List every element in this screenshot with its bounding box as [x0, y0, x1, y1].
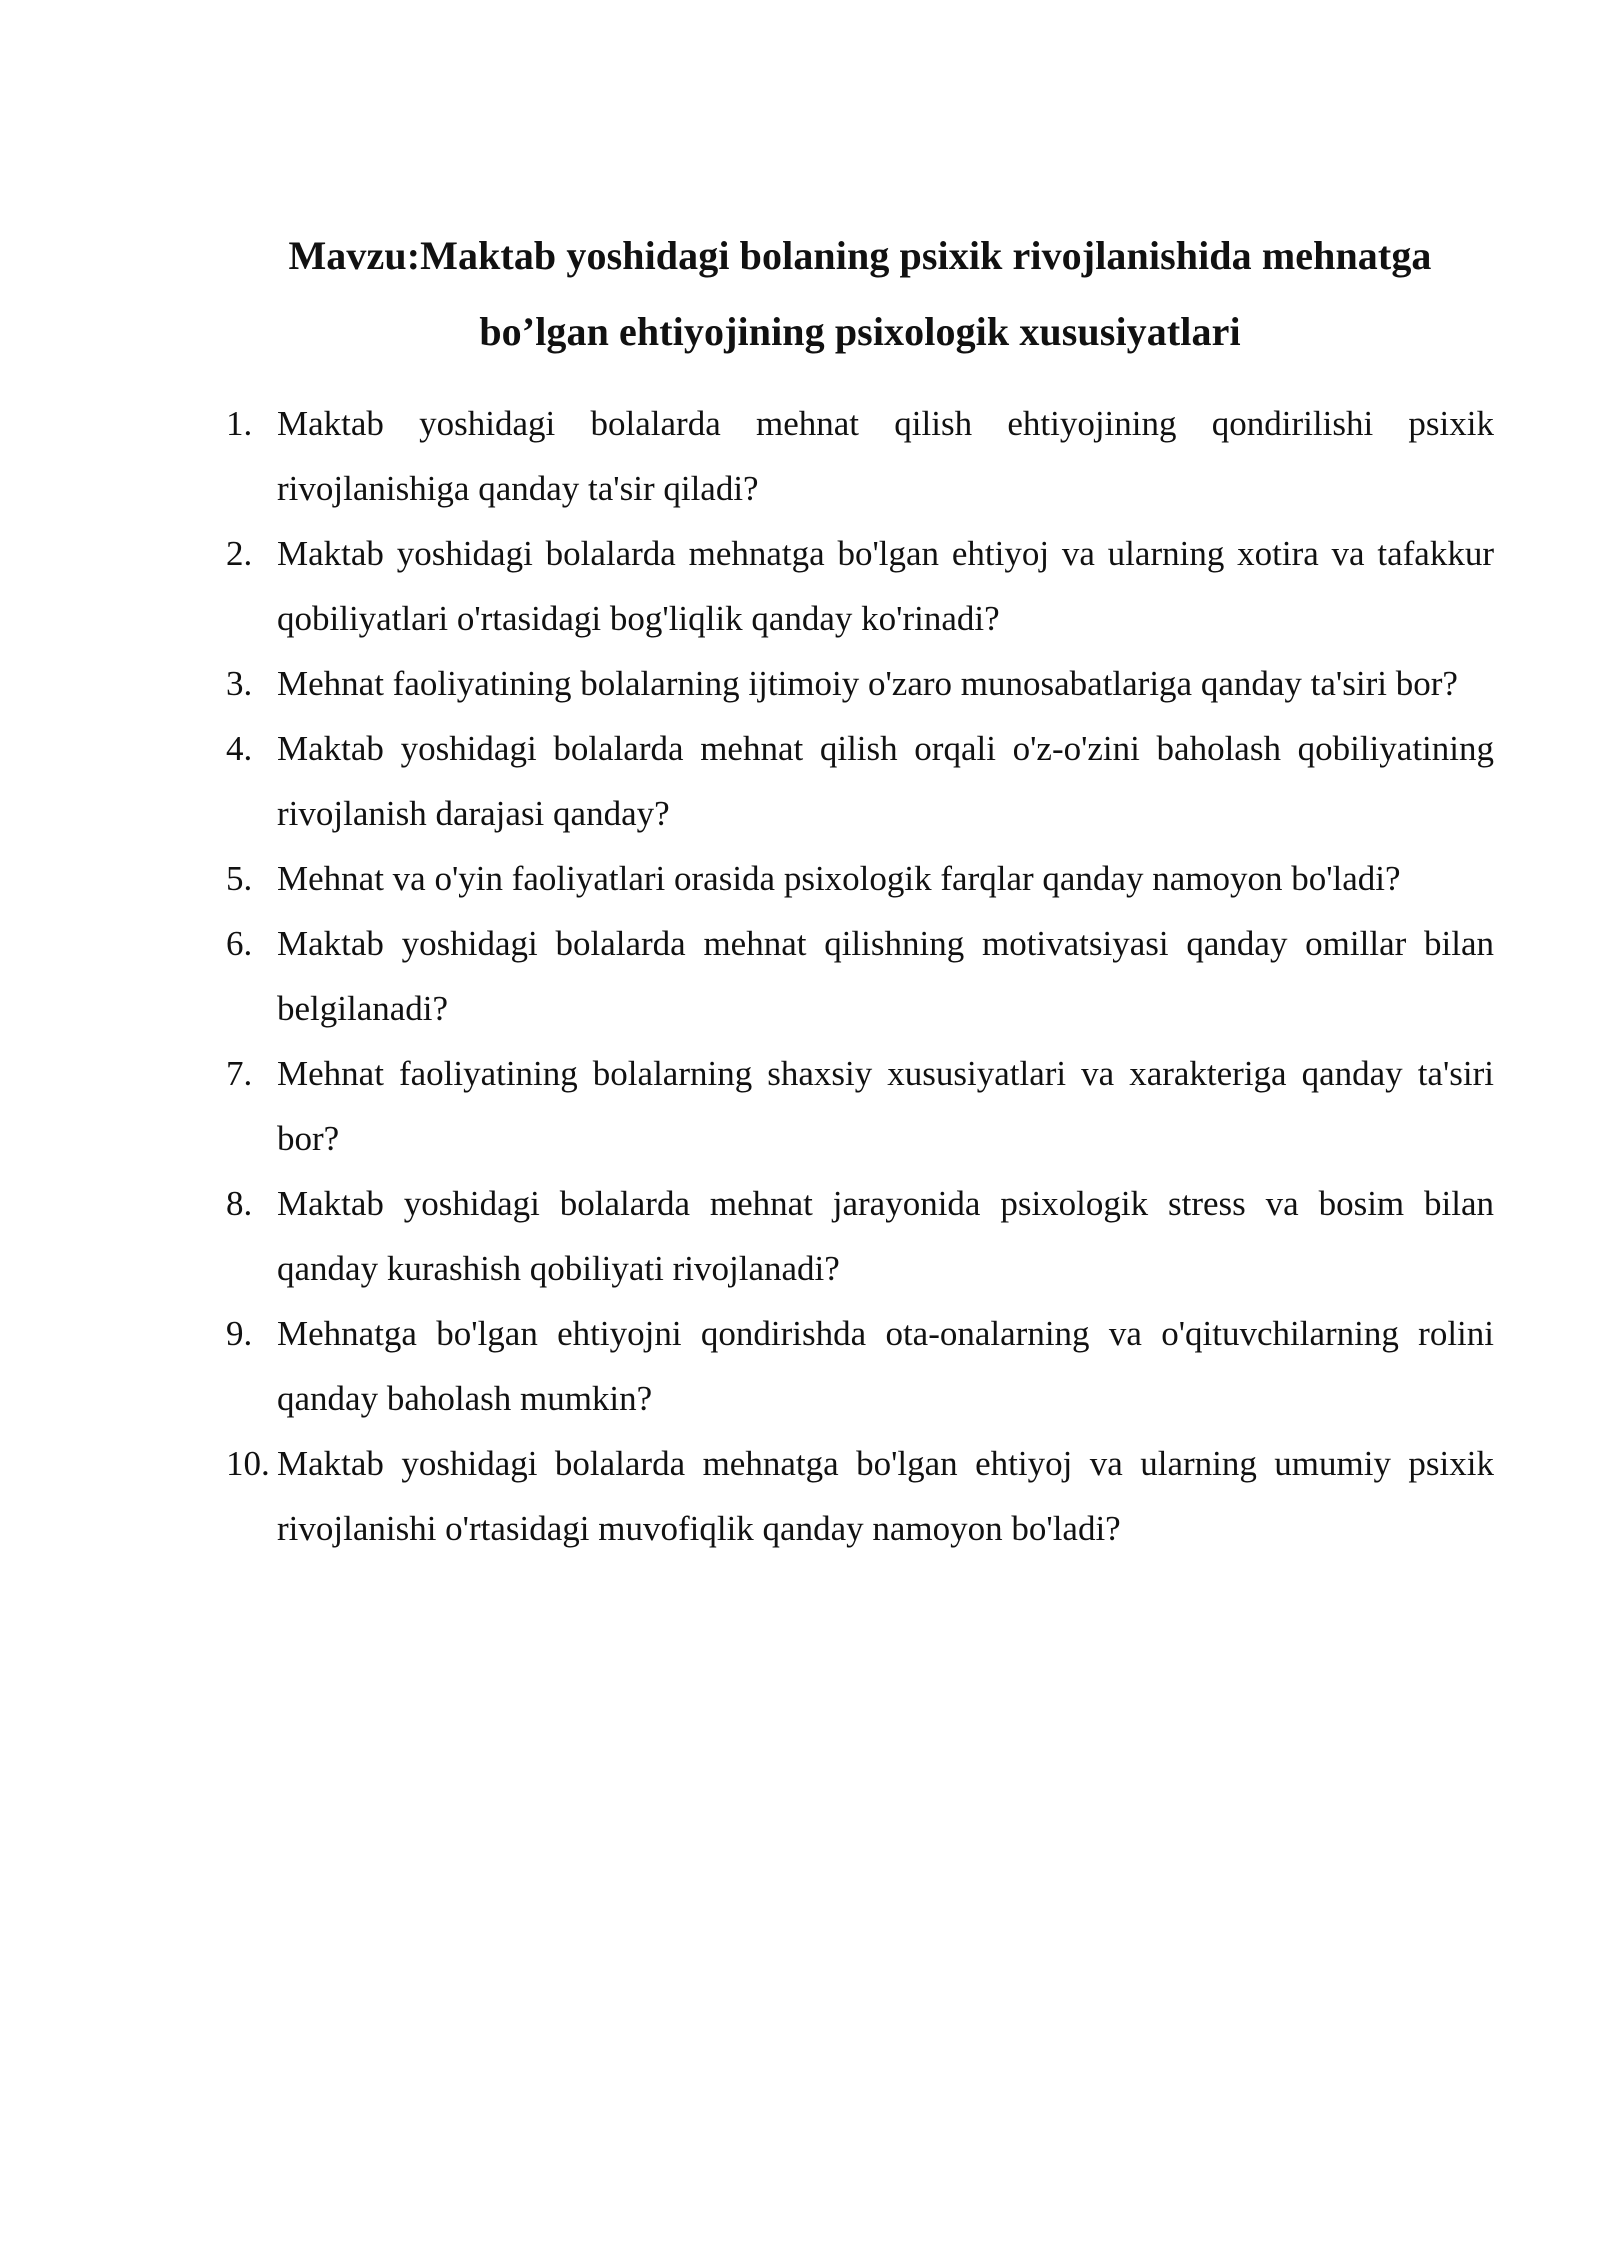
question-text: Maktab yoshidagi bolalarda mehnat qilish ehtiyojining qondirilishi psixik rivojlanishiga qanday ta'sir qiladi?: [277, 404, 1494, 508]
title-line-1: Mavzu:Maktab yoshidagi bolaning psixik rivojlanishida mehnatga: [288, 233, 1432, 278]
question-text: Mehnat va o'yin faoliyatlari orasida psixologik farqlar qanday namoyon bo'ladi?: [277, 859, 1401, 898]
question-item: [226, 1301, 1494, 1431]
question-text: Mehnat faoliyatining bolalarning shaxsiy xususiyatlari va xarakteriga qanday ta'siri bor?: [277, 1054, 1494, 1158]
question-number: 7.: [226, 1054, 253, 1093]
question-item: [226, 911, 1494, 1041]
question-list: [226, 391, 1494, 1561]
question-text: Mehnatga bo'lgan ehtiyojni qondirishda ota-onalarning va o'qituvchilarning rolini qanday baholash mumkin?: [277, 1314, 1494, 1418]
question-item: [226, 651, 1494, 716]
question-item: [226, 1171, 1494, 1301]
question-item: [226, 1041, 1494, 1171]
question-number: 8.: [226, 1184, 253, 1223]
question-number: 1.: [226, 404, 253, 443]
question-number: 4.: [226, 729, 253, 768]
question-number: 6.: [226, 924, 253, 963]
question-text: Mehnat faoliyatining bolalarning ijtimoiy o'zaro munosabatlariga qanday ta'siri bor?: [277, 664, 1458, 703]
question-item: [226, 846, 1494, 911]
question-item: [226, 521, 1494, 651]
question-number: 9.: [226, 1314, 253, 1353]
question-text: Maktab yoshidagi bolalarda mehnatga bo'lgan ehtiyoj va ularning umumiy psixik rivojlanishi o'rtasidagi muvofiqlik qanday namoyon bo'ladi?: [277, 1444, 1494, 1548]
question-text: Maktab yoshidagi bolalarda mehnat jarayonida psixologik stress va bosim bilan qanday kurashish qobiliyati rivojlanadi?: [277, 1184, 1494, 1288]
title-line-2: bo’lgan ehtiyojining psixologik xususiyatlari: [479, 309, 1241, 354]
question-number: 5.: [226, 859, 253, 898]
question-item: [226, 391, 1494, 521]
question-text: Maktab yoshidagi bolalarda mehnat qilishning motivatsiyasi qanday omillar bilan belgilanadi?: [277, 924, 1494, 1028]
question-number: 10.: [226, 1444, 270, 1483]
question-number: 3.: [226, 664, 253, 703]
document-title: [220, 218, 1500, 370]
question-number: 2.: [226, 534, 253, 573]
question-text: Maktab yoshidagi bolalarda mehnat qilish orqali o'z-o'zini baholash qobiliyatining rivojlanish darajasi qanday?: [277, 729, 1494, 833]
question-item: [226, 716, 1494, 846]
question-item: [226, 1431, 1494, 1561]
question-text: Maktab yoshidagi bolalarda mehnatga bo'lgan ehtiyoj va ularning xotira va tafakkur qobiliyatlari o'rtasidagi bog'liqlik qanday ko'rinadi?: [277, 534, 1494, 638]
